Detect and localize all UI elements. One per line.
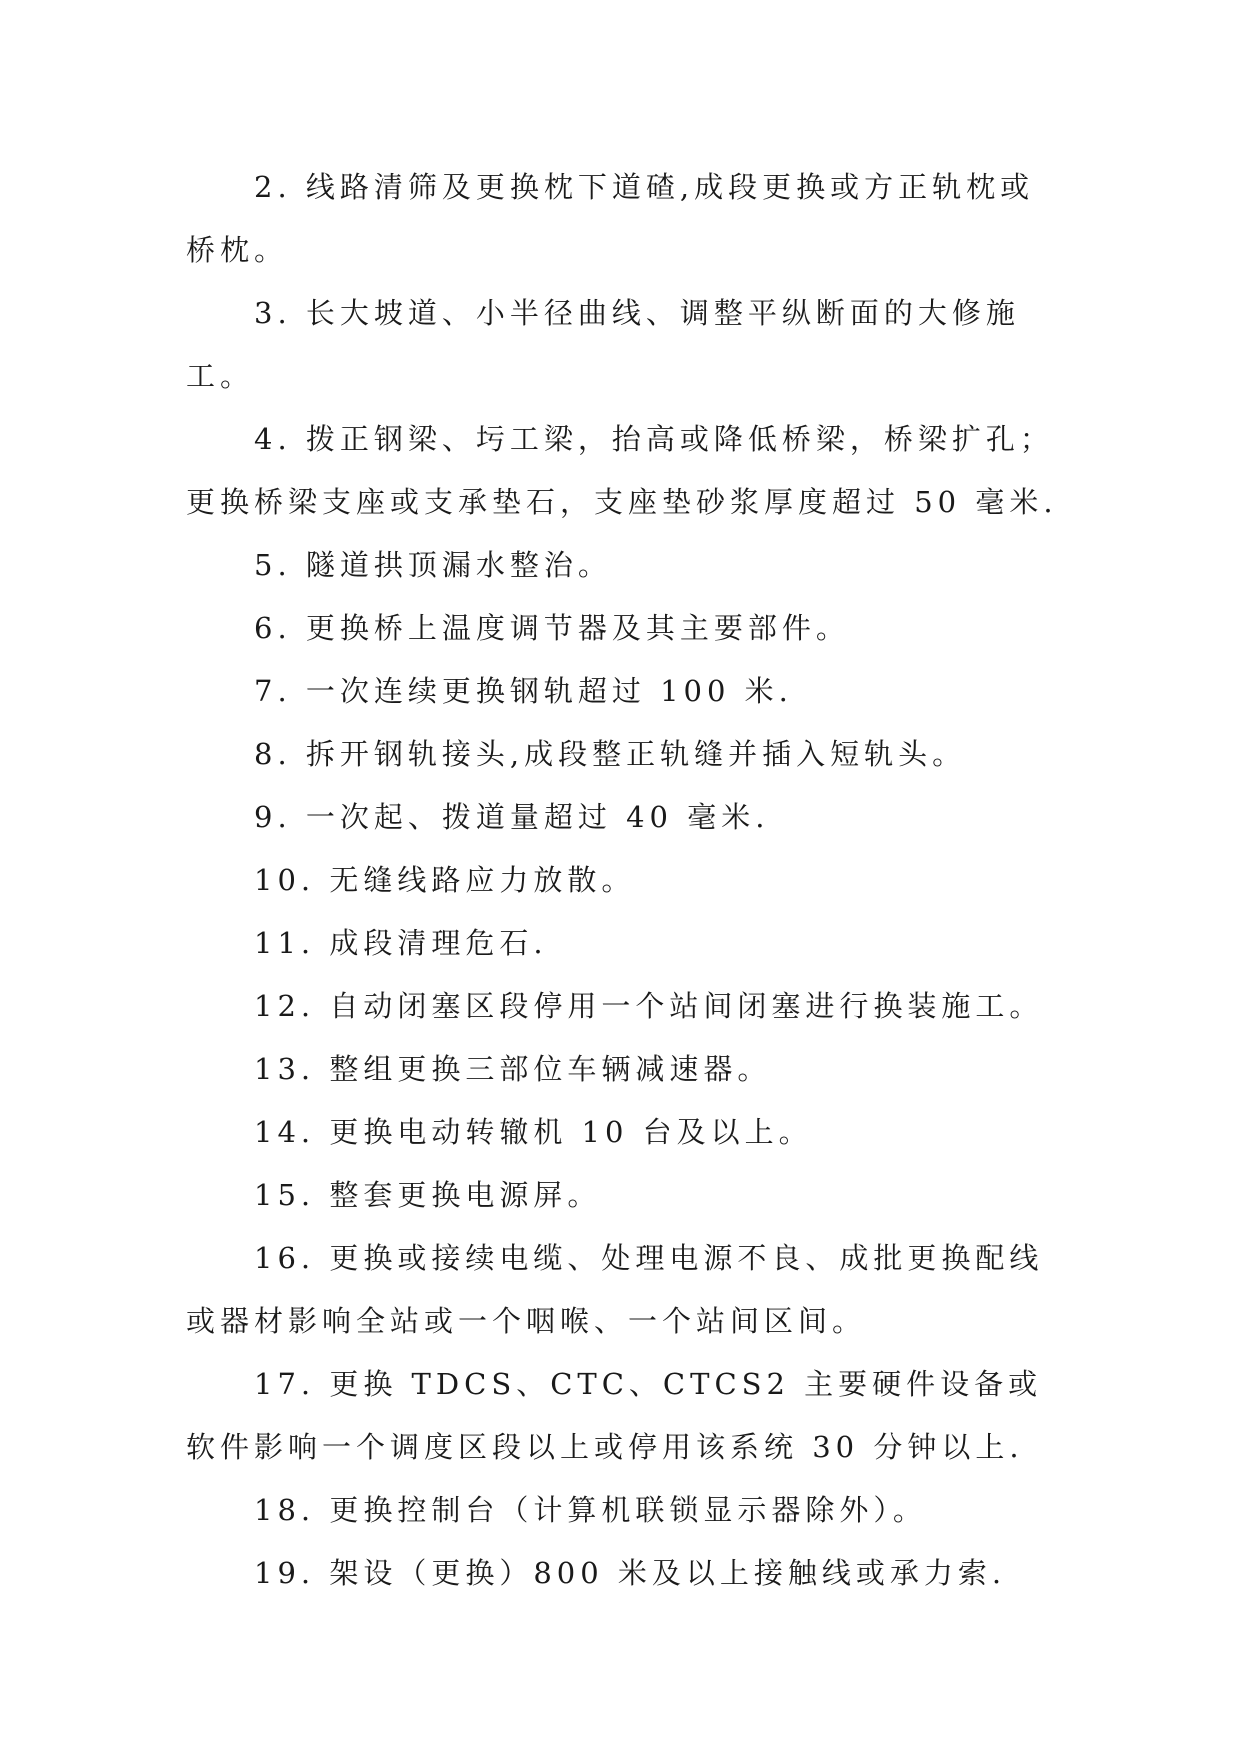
list-item: 2. 线路清筛及更换枕下道碴,成段更换或方正轨枕或桥枕。 [186, 170, 1035, 267]
list-item: 7. 一次连续更换钢轨超过 100 米. [254, 674, 793, 708]
list-item: 19. 架设（更换）800 米及以上接触线或承力索. [254, 1556, 1007, 1590]
list-item: 6. 更换桥上温度调节器及其主要部件。 [254, 611, 850, 645]
list-item: 18. 更换控制台（计算机联锁显示器除外）。 [254, 1493, 927, 1527]
list-item: 11. 成段清理危石. [254, 926, 548, 960]
list-item: 5. 隧道拱顶漏水整治。 [254, 548, 612, 582]
list-item: 10. 无缝线路应力放散。 [254, 863, 636, 897]
list-item: 12. 自动闭塞区段停用一个站间闭塞进行换装施工。 [254, 989, 1044, 1023]
list-item: 9. 一次起、拨道量超过 40 毫米. [254, 800, 770, 834]
list-item: 8. 拆开钢轨接头,成段整正轨缝并插入短轨头。 [254, 737, 967, 771]
list-item: 4. 拨正钢梁、圬工梁，抬高或降低桥梁，桥梁扩孔；更换桥梁支座或支承垫石，支座垫砂浆厚度超过 50 毫米. [186, 422, 1058, 519]
list-item: 15. 整套更换电源屏。 [254, 1178, 602, 1212]
document-body [186, 156, 1066, 1605]
list-item: 13. 整组更换三部位车辆减速器。 [254, 1052, 772, 1086]
list-item: 16. 更换或接续电缆、处理电源不良、成批更换配线或器材影响全站或一个咽喉、一个站间区间。 [186, 1241, 1044, 1338]
list-item: 17. 更换 TDCS、CTC、CTCS2 主要硬件设备或软件影响一个调度区段以上或停用该系统 30 分钟以上. [186, 1367, 1043, 1464]
list-item: 3. 长大坡道、小半径曲线、调整平纵断面的大修施工。 [186, 296, 1020, 393]
list-item: 14. 更换电动转辙机 10 台及以上。 [254, 1115, 813, 1149]
